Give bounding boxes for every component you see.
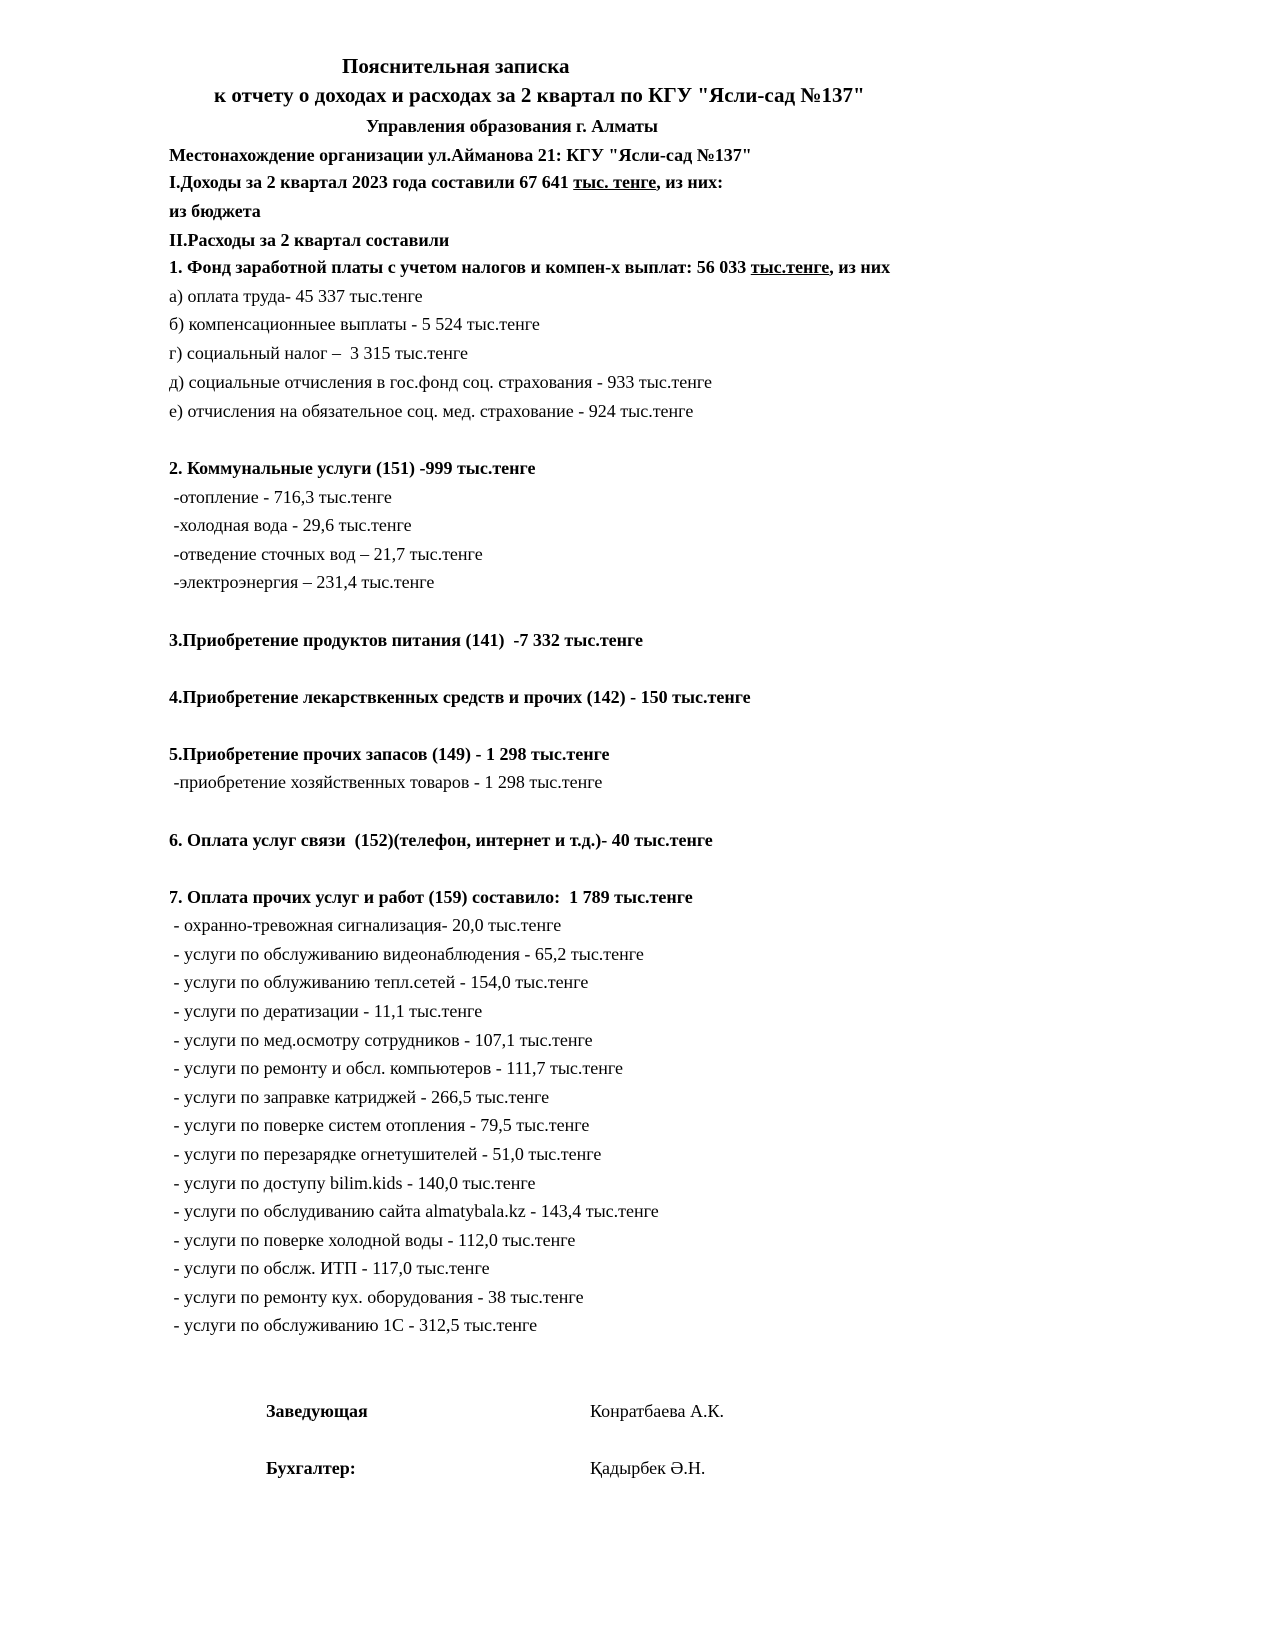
other-supplies-item: -приобретение хозяйственных товаров - 1 298 тыс.тенге <box>169 772 603 792</box>
other-supplies-heading: 5.Приобретение прочих запасов (149) - 1 298 тыс.тенге <box>169 744 610 764</box>
other-services-item: - услуги по доступу bilim.kids - 140,0 тыс.тенге <box>169 1173 536 1193</box>
utilities-item: -холодная вода - 29,6 тыс.тенге <box>169 515 412 535</box>
expenses-heading: II.Расходы за 2 квартал составили <box>169 230 450 250</box>
other-services-item: - охранно-тревожная сигнализация- 20,0 тыс.тенге <box>169 915 562 935</box>
other-services-item: - услуги по поверке систем отопления - 79,5 тыс.тенге <box>169 1115 590 1135</box>
other-services-item: - услуги по обслудиванию сайта almatybala.kz - 143,4 тыс.тенге <box>169 1201 659 1221</box>
utilities-heading: 2. Коммунальные услуги (151) -999 тыс.тенге <box>169 458 536 478</box>
document-title: Пояснительная записка <box>342 54 570 78</box>
head-name: Конратбаева А.К. <box>590 1401 725 1421</box>
salary-item: е) отчисления на обязательное соц. мед. страхование - 924 тыс.тенге <box>169 401 694 421</box>
other-services-item: - услуги по обслуживанию 1С - 312,5 тыс.тенге <box>169 1315 538 1335</box>
other-services-item: - услуги по ремонту и обсл. компьютеров - 111,7 тыс.тенге <box>169 1058 624 1078</box>
communication-line: 6. Оплата услуг связи (152)(телефон, интернет и т.д.)- 40 тыс.тенге <box>169 830 713 850</box>
other-services-item: - услуги по облуживанию тепл.сетей - 154,0 тыс.тенге <box>169 972 589 992</box>
other-services-item: - услуги по мед.осмотру сотрудников - 107,1 тыс.тенге <box>169 1030 593 1050</box>
accountant-role: Бухгалтер: <box>266 1458 356 1478</box>
salary-item: б) компенсационныее выплаты - 5 524 тыс.тенге <box>169 314 540 334</box>
organization-location: Местонахождение организации ул.Айманова 21: КГУ "Ясли-сад №137" <box>169 145 752 165</box>
income-suffix: , из них: <box>656 172 724 192</box>
other-services-item: - услуги по обслуживанию видеонаблюдения - 65,2 тыс.тенге <box>169 944 644 964</box>
income-unit: тыс. тенге <box>573 172 657 192</box>
document-subtitle: к отчету о доходах и расходах за 2 квартал по КГУ "Ясли-сад №137" <box>214 83 865 107</box>
salary-text: 1. Фонд заработной платы с учетом налогов и компен-х выплат: 56 033 <box>169 257 751 277</box>
other-services-heading: 7. Оплата прочих услуг и работ (159) составило: 1 789 тыс.тенге <box>169 887 693 907</box>
utilities-item: -отведение сточных вод – 21,7 тыс.тенге <box>169 544 483 564</box>
income-text: I.Доходы за 2 квартал 2023 года составили 67 641 <box>169 172 574 192</box>
food-line: 3.Приобретение продуктов питания (141) -7 332 тыс.тенге <box>169 630 643 650</box>
accountant-name: Қадырбек Ә.Н. <box>590 1458 706 1478</box>
salary-unit: тыс.тенге <box>750 257 830 277</box>
salary-heading <box>169 256 890 278</box>
head-role: Заведующая <box>266 1401 368 1421</box>
other-services-item: - услуги по поверке холодной воды - 112,0 тыс.тенге <box>169 1230 576 1250</box>
other-services-item: - услуги по ремонту кух. оборудования - 38 тыс.тенге <box>169 1287 584 1307</box>
income-source: из бюджета <box>169 201 261 221</box>
utilities-item: -отопление - 716,3 тыс.тенге <box>169 487 392 507</box>
utilities-item: -электроэнергия – 231,4 тыс.тенге <box>169 572 435 592</box>
other-services-item: - услуги по обслж. ИТП - 117,0 тыс.тенге <box>169 1258 490 1278</box>
income-line <box>169 171 723 193</box>
medicine-line: 4.Приобретение лекарствкенных средств и прочих (142) - 150 тыс.тенге <box>169 687 751 707</box>
other-services-item: - услуги по дератизации - 11,1 тыс.тенге <box>169 1001 483 1021</box>
salary-suffix: , из них <box>829 257 891 277</box>
other-services-item: - услуги по перезарядке огнетушителей - 51,0 тыс.тенге <box>169 1144 602 1164</box>
salary-item: а) оплата труда- 45 337 тыс.тенге <box>169 286 423 306</box>
other-services-item: - услуги по заправке катриджей - 266,5 тыс.тенге <box>169 1087 550 1107</box>
salary-item: д) социальные отчисления в гос.фонд соц. страхования - 933 тыс.тенге <box>169 372 712 392</box>
salary-item: г) социальный налог – 3 315 тыс.тенге <box>169 343 469 363</box>
department-name: Управления образования г. Алматы <box>366 116 658 136</box>
